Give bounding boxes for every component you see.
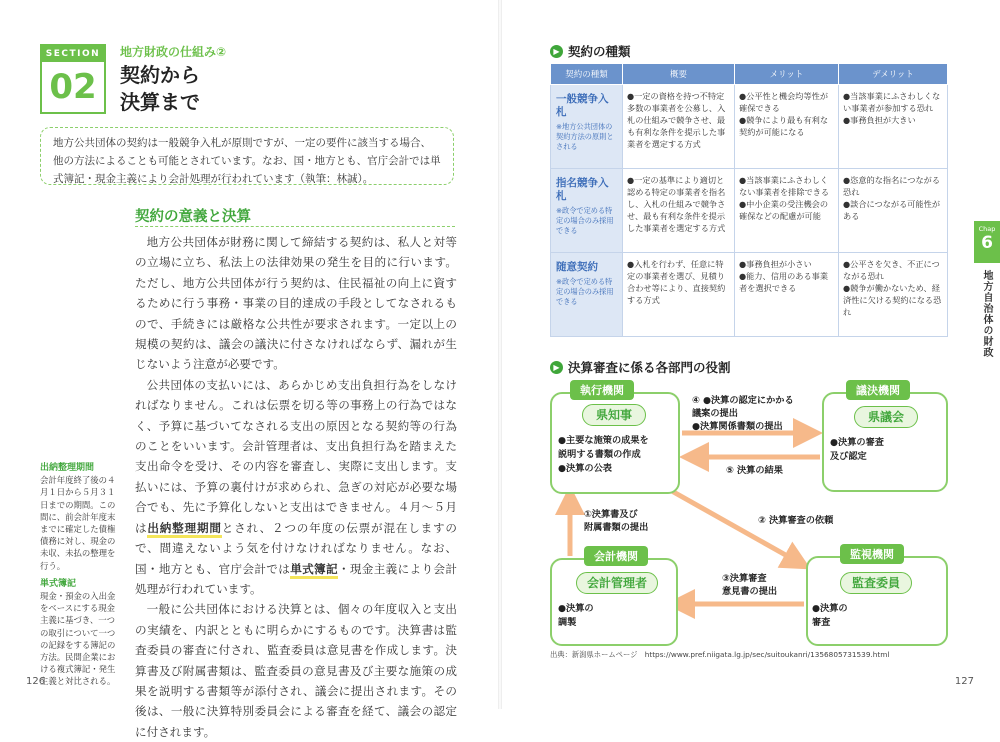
table-header: デメリット (839, 64, 948, 85)
merit-cell: ●公平性と機会均等性が確保できる ●競争により最も有利な契約が可能になる (735, 85, 839, 169)
arrow-3-label: ③決算審査 意見書の提出 (722, 573, 778, 597)
arrow-5-label: ⑤ 決算の結果 (726, 465, 783, 476)
accounting-inner: 会計管理者 (576, 572, 658, 594)
section-number: 02 (49, 67, 97, 107)
source-citation: 出典：新潟県ホームページ https://www.pref.niigata.lg.jp/sec/suitoukanri/1356805731539.html (550, 650, 890, 659)
side-notes (40, 462, 120, 688)
chapter-number: 6 (981, 233, 993, 253)
kind-name: 随意契約 (556, 261, 598, 273)
chapter-label: Chap (978, 225, 996, 233)
arrow-1-label: ①決算書及び 附属書類の提出 (584, 509, 649, 533)
heading-divider (135, 226, 455, 227)
page-number-left: 126 (26, 676, 46, 687)
section-heading: 契約の意義と決算 (135, 209, 251, 225)
section-subtitle: 地方財政の仕組み② (120, 45, 227, 59)
paragraph-3: 一般に公共団体における決算とは、個々の年度収入と支出の実績を、内訳とともに明らかにするものです。決算書は監査委員の審査に付され、監査委員は意見書を作成します。決算書及び附属書類は、監査委員の意見書及び主要な施策の成果を説明する書類等が添付され、議会に提出されます。その後は、一般に決算特別委員会による審査を経て、議会の認定に付されます。 (135, 602, 457, 739)
summary-box: 地方公共団体の契約は一般競争入札が原則ですが、一定の要件に該当する場合、他の方法によることも可能とされています。なお、国・地方とも、官庁会計では単式簿記・現金主義により会計処理が行われています（執筆：林誠）。 (40, 127, 454, 185)
note-term-2: 単式簿記 (40, 578, 77, 589)
merit-cell: ●事務負担が小さい ●能力、信用のある事業者を選択できる (735, 253, 839, 337)
desc-cell: ●一定の資格を持つ不特定多数の事業者を公募し、入札の仕組みで競争させ、最も有利な条件を提示した事業者を選定する方式 (623, 85, 735, 169)
merit-cell: ●当該事業にふさわしくない事業者を排除できる ●中小企業の受注機会の確保などの配慮が可能 (735, 169, 839, 253)
kind-note: ※政令で定める特定の場合のみ採用できる (556, 277, 614, 306)
kind-note: ※政令で定める特定の場合のみ採用できる (556, 206, 614, 235)
demerit-cell: ●恣意的な指名につながる恐れ ●談合につながる可能性がある (839, 169, 948, 253)
arrow-right-icon: ▶ (550, 45, 563, 58)
demerit-cell: ●当該事業にふさわしくない事業者が参加する恐れ ●事務負担が大きい (839, 85, 948, 169)
table-header: 概要 (623, 64, 735, 85)
left-page (0, 0, 500, 739)
para2-part-c: ・現金主義により会計処理が行われています。 (135, 561, 457, 596)
paragraph-2 (135, 375, 457, 599)
kind-name: 一般競争入札 (556, 93, 609, 118)
body-text (135, 232, 457, 742)
page-title (120, 62, 320, 116)
chapter-tab (974, 221, 1000, 263)
kind-name: 指名競争入札 (556, 177, 609, 202)
note-term-1: 出納整理期間 (40, 463, 95, 473)
chapter-title: 地方自治体の財政 (981, 270, 992, 358)
highlight-term-2: 単式簿記 (290, 562, 338, 579)
kind-note: ※地方公共団体の契約方法の原則とされる (556, 122, 614, 151)
desc-cell: ●入札を行わず、任意に特定の事業者を選び、見積り合わせ等により、直接契約する方式 (623, 253, 735, 337)
council-inner: 県議会 (854, 406, 918, 428)
accounting-tag: 会計機関 (584, 546, 648, 566)
audit-inner: 監査委員 (840, 572, 912, 594)
exec-text: ●主要な施策の成果を 説明する書類の作成 ●決算の公表 (558, 435, 649, 474)
audit-box (806, 556, 948, 646)
para2-part-a: 公共団体の支払いには、あらかじめ支出負担行為をしなければなりません。これは伝票を切る等の事務上の行為ではなく、予算に基づいてなされる支出の原因となる契約等の行為のことをいいます。会計管理者は、支出負担行為を踏まえた支出命令を受け、その内容を審査し、実際に支出します。支払いには、予算の裏付けが求められ、急ぎの対応が必要な場合でも、先に予算化しないと支出はできません。４月〜５月は (135, 377, 457, 535)
right-page (500, 0, 1000, 709)
council-tag: 議決機関 (846, 380, 910, 400)
note-text-2: 現金・預金の入出金をベースにする現金主義に基づき、一つの取引について一つの記録をする簿記の方法。民間企業における複式簿記・発生主義と対比される。 (40, 591, 116, 687)
diagram-heading-text: 決算審査に係る各部門の役割 (568, 360, 731, 375)
para2-part-b: とされ、２つの年度の伝票が混在しますので、間違えないよう気を付けなければなりません。なお、国・地方とも、官庁会計では (135, 520, 457, 576)
audit-tag: 監視機関 (840, 544, 904, 564)
note-text-1: 会計年度終了後の４月１日から５月３１日までの期間。この間に、前会計年度末までに確定した債権債務に対し、現金の未収、未払の整理を行う。 (40, 475, 116, 571)
demerit-cell: ●公平さを欠き、不正につながる恐れ ●競争が働かないため、経済性に欠ける契約になる恐れ (839, 253, 948, 337)
arrow-2-label: ② 決算審査の依頼 (758, 515, 834, 526)
desc-cell: ●一定の基準により適切と認める特定の事業者を指名し、入札の仕組みで競争させ、最も有利な条件を提示した事業者を選定する方式 (623, 169, 735, 253)
exec-tag: 執行機関 (570, 380, 634, 400)
council-text: ●決算の審査 及び認定 (830, 437, 884, 462)
section-badge (40, 44, 106, 114)
highlight-term-1: 出納整理期間 (147, 521, 221, 538)
page-number-right: 127 (954, 676, 974, 687)
paragraph-1: 地方公共団体が財務に関して締結する契約は、私人と対等の立場に立ち、私法上の法律効果の発生を目的に行います。ただし、地方公共団体が行う契約は、住民福祉の向上に資するために行う事務・事業の目的達成の手段としてなされるもので、手続きには厳格な公共性が要求されます。一定以上の規模の契約は、議会の議決に付さなければならず、漏れが生じないよう注意が必要です。 (135, 235, 457, 372)
title-line-1: 契約から (120, 63, 200, 87)
table-header: メリット (735, 64, 839, 85)
arrow-right-icon: ▶ (550, 361, 563, 374)
table-heading-text: 契約の種類 (568, 44, 631, 59)
audit-text: ●決算の 審査 (812, 603, 848, 628)
table-header: 契約の種類 (551, 64, 623, 85)
accounting-text: ●決算の 調製 (558, 603, 594, 628)
title-line-2: 決算まで (120, 90, 200, 114)
section-label: SECTION (42, 46, 104, 62)
exec-inner: 県知事 (582, 404, 646, 426)
arrow-4-label: ④ ●決算の認定にかかる 議案の提出 ●決算関係書類の提出 (692, 395, 794, 432)
